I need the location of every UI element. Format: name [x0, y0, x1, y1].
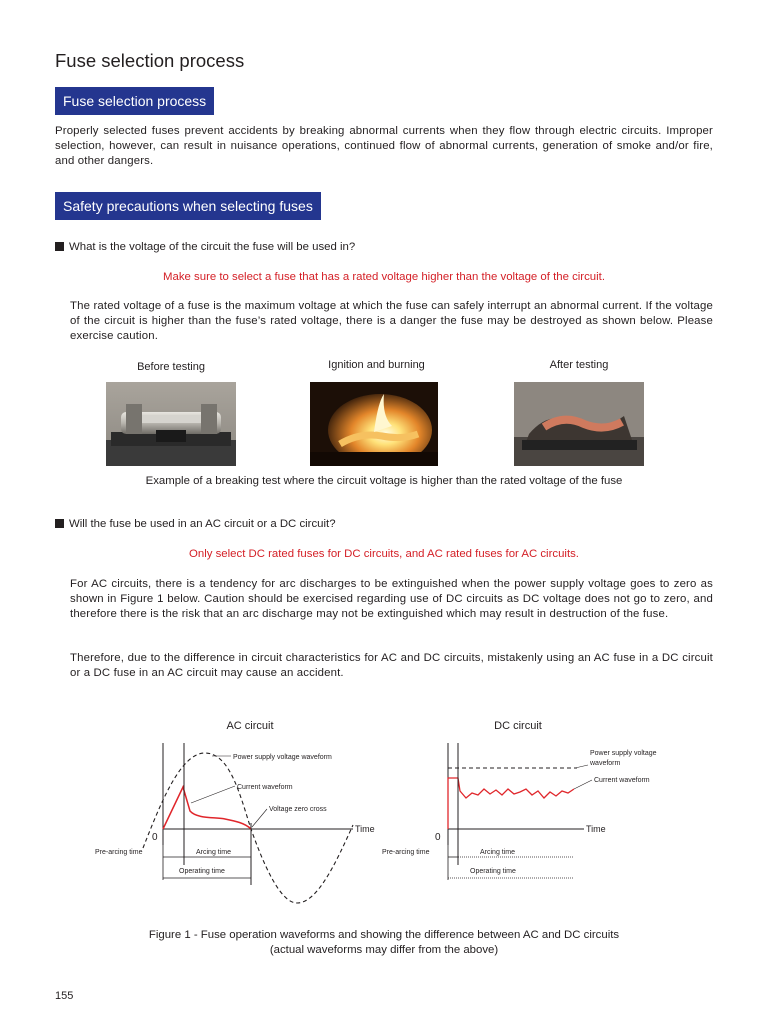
ac-circuit-diagram [85, 715, 385, 910]
dc-circuit-diagram [372, 715, 672, 910]
ac-arcing-label: Arcing time [196, 849, 232, 856]
dc-voltage-label-1: Power supply voltage [590, 750, 657, 757]
photo-label-burning: Ignition and burning [328, 359, 425, 371]
dc-current-waveform [448, 778, 574, 829]
section-heading-safety: Safety precautions when selecting fuses [55, 192, 321, 220]
page-number: 155 [55, 990, 74, 1002]
question-voltage [55, 241, 355, 253]
ac-dc-paragraph-1: For AC circuits, there is a tendency for arc discharges to be extinguished when the power supply voltage goes to zero as shown in Figure 1 below. Caution should be exercised regarding use of DC circuits as DC voltage does not go to zero, and therefore there is the risk that an arc discharge may not be extinguished which may result in destruction of the fuse. [70, 578, 713, 620]
dc-time-label: Time [586, 824, 606, 834]
question-voltage-text: What is the voltage of the circuit the fuse will be used in? [69, 241, 356, 253]
figure-caption-line-2: (actual waveforms may differ from the above) [269, 944, 499, 956]
ac-current-waveform [163, 787, 251, 829]
photo-label-after: After testing [549, 359, 609, 371]
ac-dc-paragraph-2: Therefore, due to the difference in circuit characteristics for AC and DC circuits, mistakenly using an AC fuse in a DC circuit or a DC fuse in an AC circuit may cause an accident. [70, 652, 713, 679]
photo-label-before: Before testing [137, 361, 205, 373]
ac-title: AC circuit [226, 720, 274, 732]
dc-voltage-label-2: waveform [590, 760, 621, 767]
section-heading-fuse-selection: Fuse selection process [55, 87, 214, 115]
dc-operating-label: Operating time [470, 868, 516, 875]
question-ac-dc-text: Will the fuse be used in an AC circuit or a DC circuit? [69, 518, 336, 530]
ac-voltage-waveform [143, 753, 353, 903]
ac-dc-highlight: Only select DC rated fuses for DC circuits, and AC rated fuses for AC circuits. [189, 548, 579, 560]
figure-caption-line-1: Figure 1 - Fuse operation waveforms and showing the difference between AC and DC circuits [148, 929, 620, 941]
fuse-after-photo [514, 382, 644, 466]
fuse-before-photo [106, 382, 236, 466]
voltage-highlight: Make sure to select a fuse that has a rated voltage higher than the voltage of the circuit. [163, 271, 605, 283]
dc-title: DC circuit [494, 720, 542, 732]
dc-origin: 0 [435, 832, 441, 843]
ac-zero-cross-label: Voltage zero cross [269, 806, 327, 813]
ac-time-label: Time [355, 824, 375, 834]
bullet-square-icon [55, 242, 64, 251]
dc-arcing-label: Arcing time [480, 849, 516, 856]
voltage-paragraph: The rated voltage of a fuse is the maximum voltage at which the fuse can safely interrupt an abnormal current. If the voltage of the circuit is higher than the fuse’s rated voltage, there is a danger the fuse may be destroyed as shown below. Please exercise caution. [70, 300, 713, 342]
page-title: Fuse selection process [55, 50, 245, 71]
dc-current-label: Current waveform [594, 777, 650, 784]
ac-voltage-label: Power supply voltage waveform [233, 754, 332, 761]
question-ac-dc [55, 518, 336, 530]
ac-pre-arcing-label: Pre-arcing time [95, 849, 143, 856]
ac-origin: 0 [152, 832, 158, 843]
ac-current-label: Current waveform [237, 784, 293, 791]
intro-paragraph: Properly selected fuses prevent accidents by breaking abnormal currents when they flow through electric circuits. Improper selection, however, can result in nuisance operations, continued flow of abnormal currents, generation of smoke and/or fire, and other dangers. [55, 125, 713, 167]
dc-pre-arcing-label: Pre-arcing time [382, 849, 430, 856]
fuse-burning-photo [310, 382, 438, 466]
bullet-square-icon [55, 519, 64, 528]
ac-operating-label: Operating time [179, 868, 225, 875]
photo-caption: Example of a breaking test where the circuit voltage is higher than the rated voltage of the fuse [145, 475, 623, 487]
